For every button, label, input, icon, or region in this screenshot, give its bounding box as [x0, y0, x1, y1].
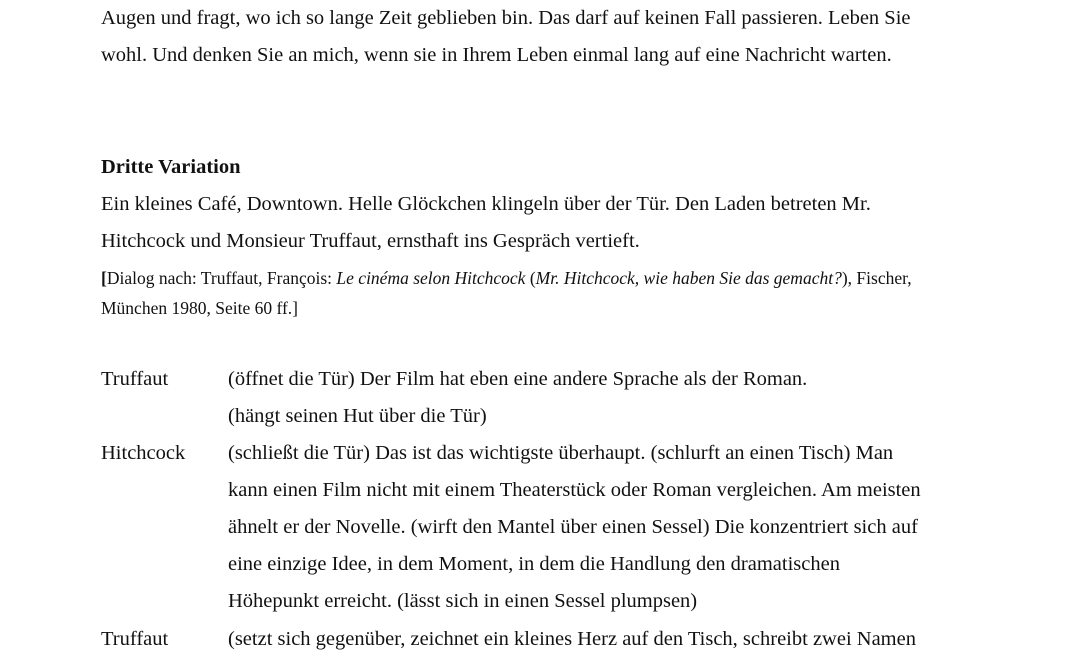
scene-description-line-2: Hitchcock und Monsieur Truffaut, ernsthaft ins Gespräch vertieft. [101, 230, 640, 252]
citation-title-german: Mr. Hitchcock, wie haben Sie das gemacht? [535, 268, 842, 288]
citation-bracket: [ [101, 268, 107, 288]
speaker-name: Truffaut [101, 628, 169, 650]
citation-paren: ( [525, 268, 536, 288]
dialogue-line: (öffnet die Tür) Der Film hat eben eine andere Sprache als der Roman. [228, 368, 808, 390]
citation-title-french: Le cinéma selon Hitchcock [336, 268, 526, 288]
speaker-name: Truffaut [101, 368, 169, 390]
dialogue-line: ähnelt er der Novelle. (wirft den Mantel über einen Sessel) Die konzentriert sich auf [228, 516, 918, 538]
dialogue-line: Höhepunkt erreicht. (lässt sich in einen Sessel plumpsen) [228, 590, 698, 612]
source-citation-line-2: München 1980, Seite 60 ff.] [101, 298, 299, 318]
section-heading: Dritte Variation [101, 156, 241, 178]
speaker-name: Hitchcock [101, 442, 186, 464]
dialogue-line: (setzt sich gegenüber, zeichnet ein kleines Herz auf den Tisch, schreibt zwei Namen [228, 628, 916, 650]
dialogue-line: kann einen Film nicht mit einem Theaterstück oder Roman vergleichen. Am meisten [228, 479, 921, 501]
intro-line-2: wohl. Und denken Sie an mich, wenn sie in Ihrem Leben einmal lang auf eine Nachricht warten. [101, 44, 892, 66]
dialogue-line: (hängt seinen Hut über die Tür) [228, 405, 487, 427]
source-citation-line-1 [101, 263, 912, 293]
citation-prefix: Dialog nach: Truffaut, François: [106, 268, 337, 288]
scene-description-line-1: Ein kleines Café, Downtown. Helle Glöckchen klingeln über der Tür. Den Laden betreten Mr. [101, 193, 871, 215]
intro-line-1: Augen und fragt, wo ich so lange Zeit geblieben bin. Das darf auf keinen Fall passieren. Leben Sie [101, 7, 911, 29]
citation-suffix: ), Fischer, [841, 268, 912, 288]
dialogue-line: (schließt die Tür) Das ist das wichtigste überhaupt. (schlurft an einen Tisch) Man [228, 442, 894, 464]
dialogue-line: eine einzige Idee, in dem Moment, in dem die Handlung den dramatischen [228, 553, 840, 575]
